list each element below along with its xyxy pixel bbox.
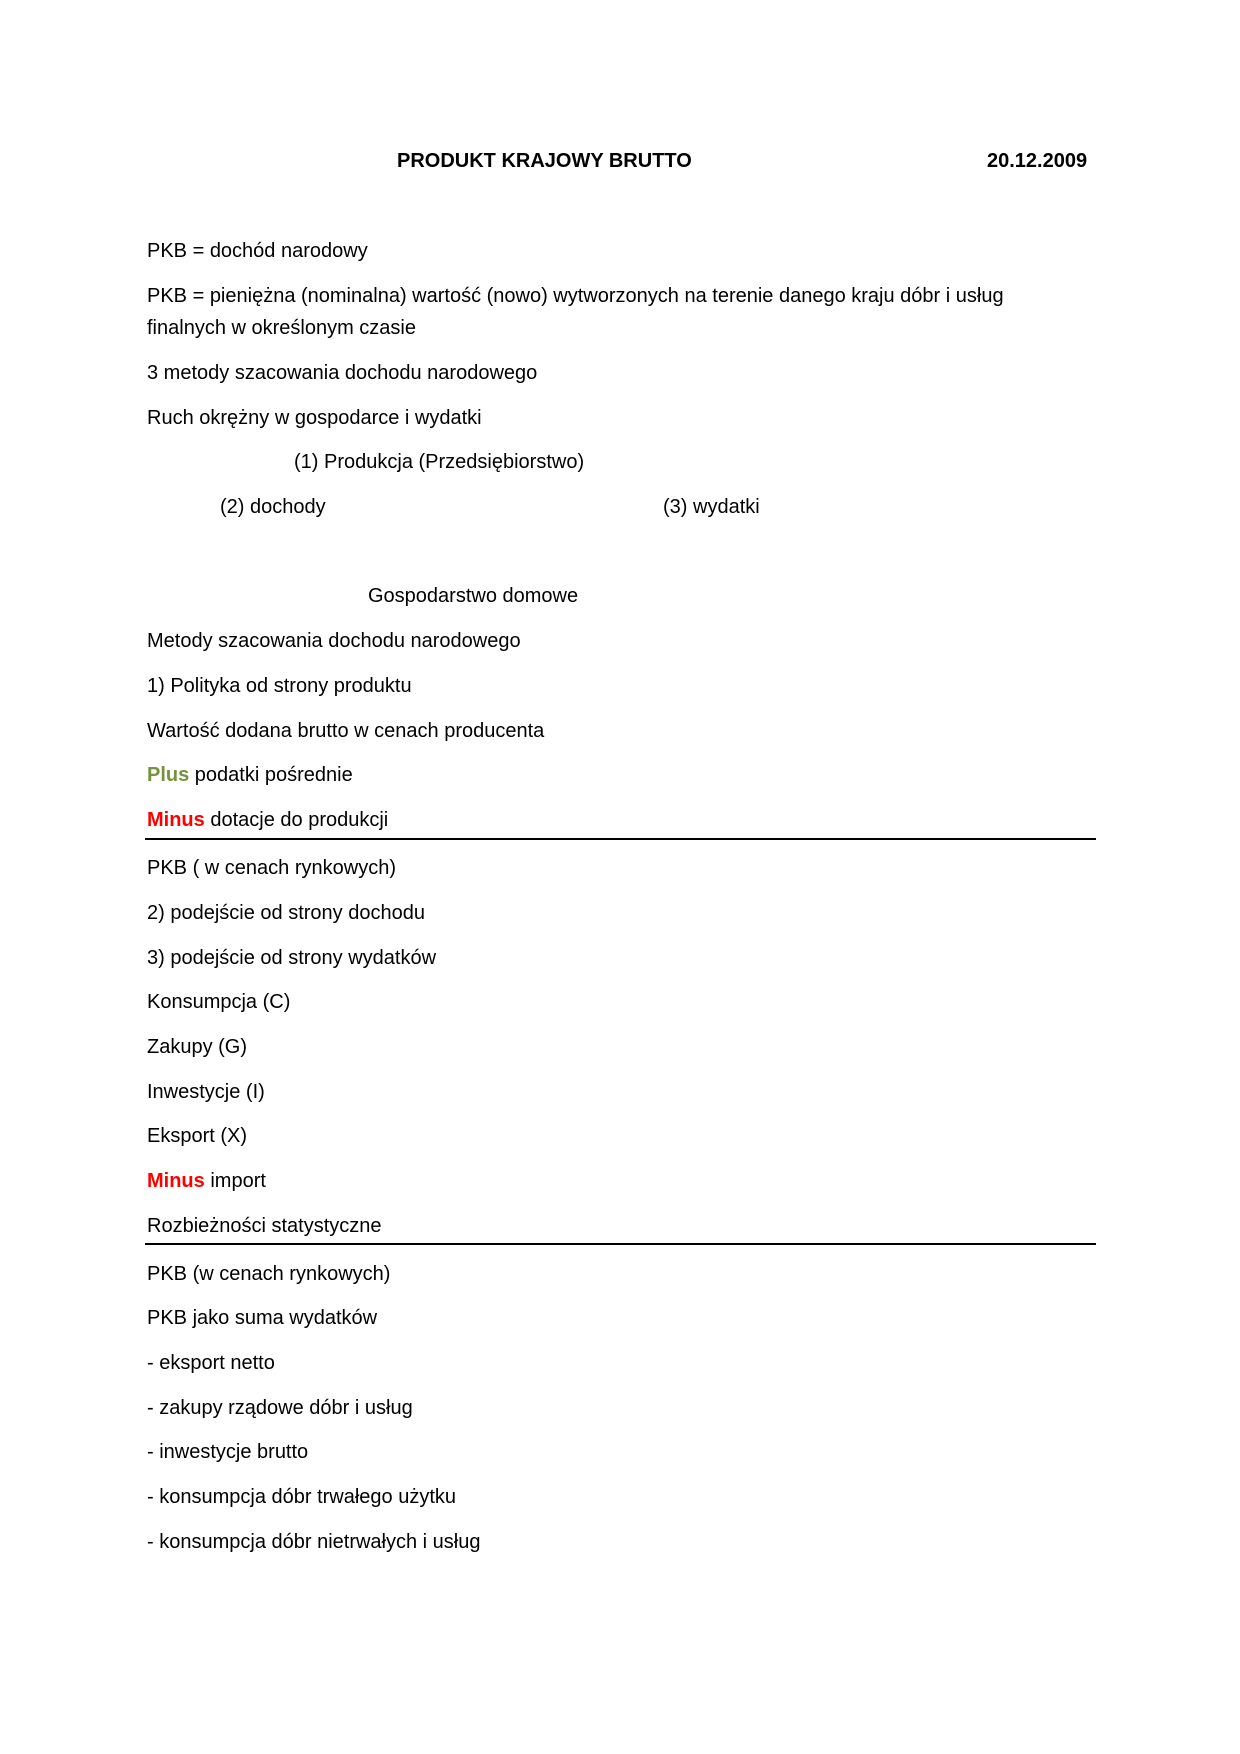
line-text: dotacje do produkcji [204, 809, 389, 831]
text-line: 2) podejście od strony dochodu [147, 902, 425, 924]
sum-divider-line [145, 1243, 1096, 1245]
text-line: - konsumpcja dóbr nietrwałych i usług [147, 1531, 481, 1553]
diagram-production-label: (1) Produkcja (Przedsiębiorstwo) [294, 451, 585, 473]
text-line [147, 1169, 266, 1193]
text-line: Ruch okrężny w gospodarce i wydatki [147, 407, 482, 429]
text-line [147, 763, 353, 787]
text-line: 3 metody szacowania dochodu narodowego [147, 362, 538, 384]
text-line [147, 808, 388, 832]
text-line: - eksport netto [147, 1352, 275, 1374]
text-line: Zakupy (G) [147, 1036, 248, 1058]
text-line: PKB = dochód narodowy [147, 240, 368, 262]
text-line: - inwestycje brutto [147, 1441, 309, 1463]
line-text: import [204, 1170, 266, 1192]
text-line: Rozbieżności statystyczne [147, 1215, 382, 1237]
minus-keyword: Minus [147, 1170, 205, 1192]
text-line: 3) podejście od strony wydatków [147, 947, 437, 969]
text-line: Metody szacowania dochodu narodowego [147, 630, 521, 652]
text-line: PKB jako suma wydatków [147, 1307, 378, 1329]
minus-keyword: Minus [147, 809, 205, 831]
text-line: Inwestycje (I) [147, 1081, 265, 1103]
diagram-income-label: (2) dochody [220, 496, 326, 518]
text-line: - zakupy rządowe dóbr i usług [147, 1397, 413, 1419]
text-line: 1) Polityka od strony produktu [147, 675, 412, 697]
document-title: PRODUKT KRAJOWY BRUTTO [397, 150, 692, 172]
text-line: PKB ( w cenach rynkowych) [147, 857, 396, 879]
text-line: PKB = pieniężna (nominalna) wartość (nowo) wytworzonych na terenie danego kraju dóbr i usług [147, 285, 1004, 307]
diagram-expenses-label: (3) wydatki [663, 496, 760, 518]
text-line: Konsumpcja (C) [147, 991, 291, 1013]
text-line: PKB (w cenach rynkowych) [147, 1263, 391, 1285]
text-line: finalnych w określonym czasie [147, 317, 416, 339]
sum-divider-line [145, 838, 1096, 840]
document-date: 20.12.2009 [987, 150, 1088, 172]
text-line: Wartość dodana brutto w cenach producenta [147, 720, 545, 742]
line-text: podatki pośrednie [189, 764, 353, 786]
plus-keyword: Plus [147, 764, 190, 786]
text-line: - konsumpcja dóbr trwałego użytku [147, 1486, 457, 1508]
diagram-household-label: Gospodarstwo domowe [368, 585, 579, 607]
text-line: Eksport (X) [147, 1125, 248, 1147]
